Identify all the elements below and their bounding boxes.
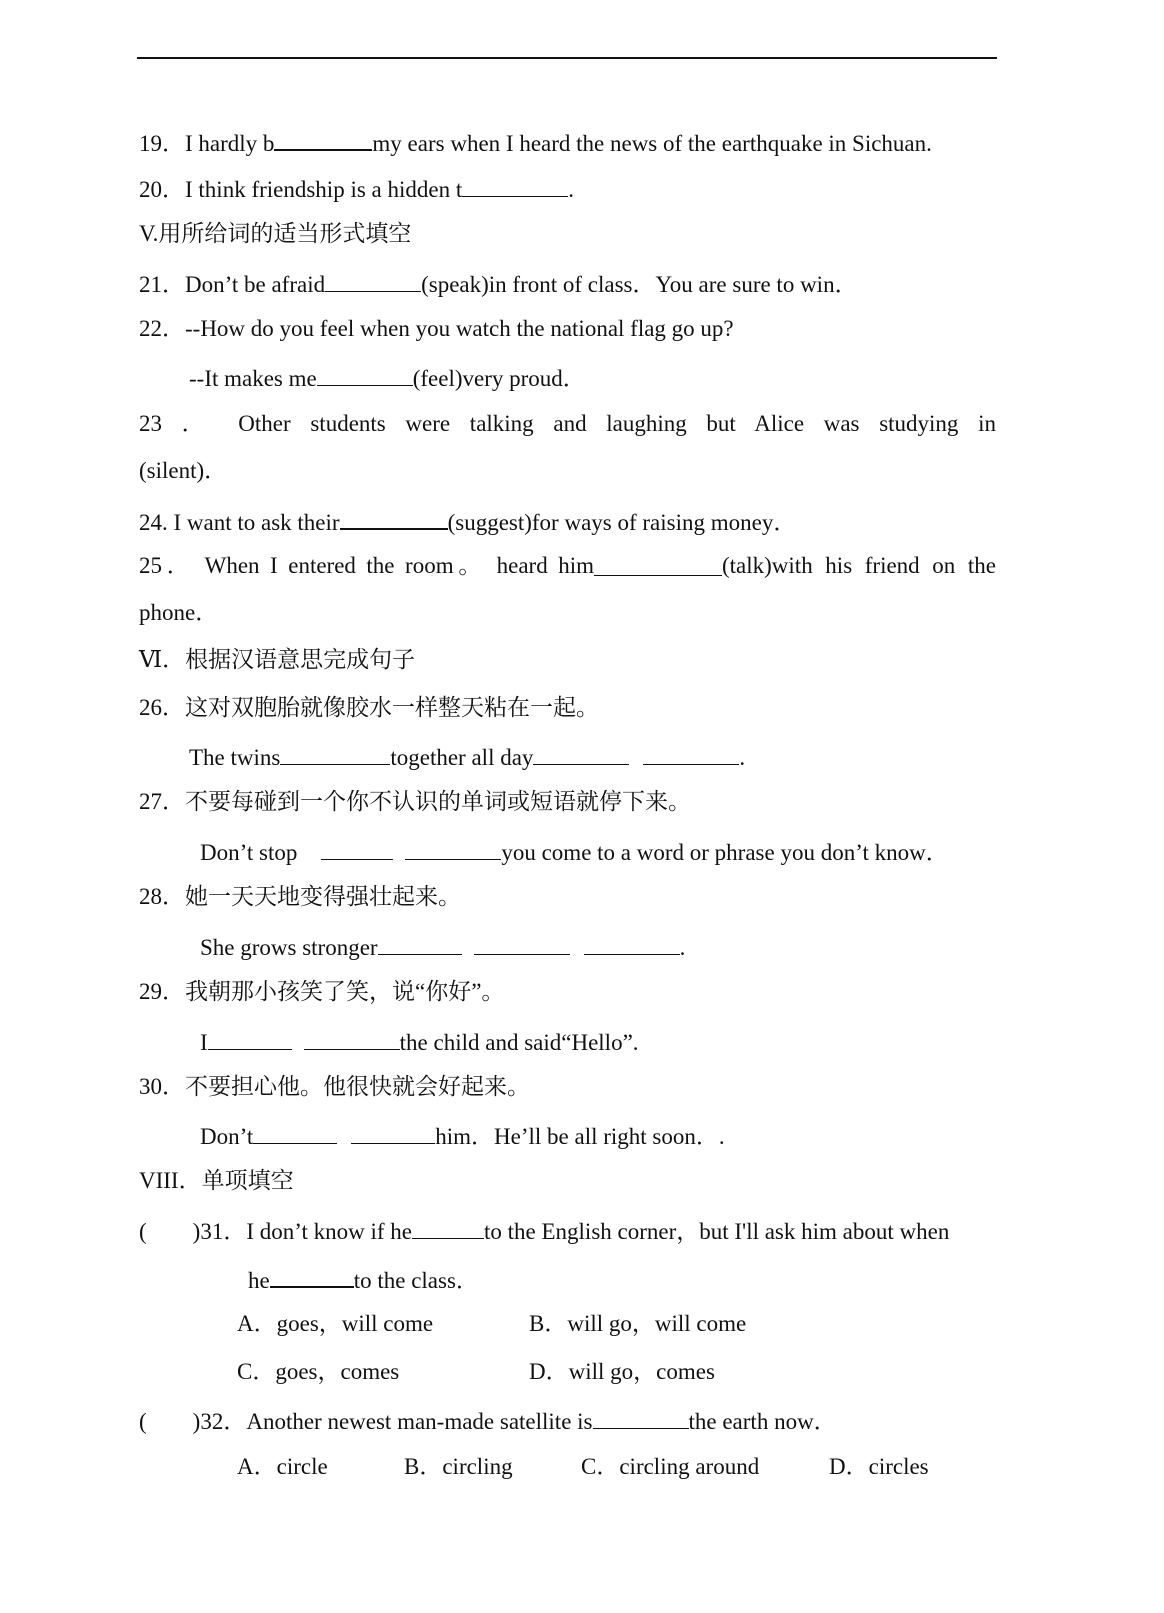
question-22: 22．--How do you feel when you watch the national flag go up?	[139, 316, 734, 341]
question-30: 30．不要担心他。他很快就会好起来。	[139, 1074, 530, 1099]
blank[interactable]	[474, 930, 570, 955]
question-30-answer: Don’t him．He’ll be all right soon．.	[200, 1119, 996, 1152]
section-heading-v: V.用所给词的适当形式填空	[139, 221, 412, 246]
question-26: 26．这对双胞胎就像胶水一样整天粘在一起。	[139, 695, 599, 720]
blank[interactable]	[462, 172, 568, 197]
blank[interactable]	[405, 835, 501, 860]
blank[interactable]	[317, 361, 413, 386]
section-heading-vi: Ⅵ．根据汉语意思完成句子	[139, 647, 416, 672]
blank[interactable]	[325, 267, 421, 292]
question-27: 27．不要每碰到一个你不认识的单词或短语就停下来。	[139, 789, 691, 814]
option-b[interactable]: B．circling	[404, 1454, 513, 1479]
blank[interactable]	[594, 551, 722, 576]
section-heading-viii: VIII．单项填空	[139, 1168, 294, 1193]
question-23: 23 ． Other students were talking and laughing but Alice was studying in	[139, 411, 996, 436]
question-29-answer: I the child and said“Hello”.	[200, 1025, 996, 1058]
question-27-answer: Don’t stop you come to a word or phrase you don’t know．	[200, 835, 996, 868]
question-29: 29．我朝那小孩笑了笑，说“你好”。	[139, 979, 505, 1004]
option-d[interactable]: D．circles	[829, 1454, 929, 1479]
header-rule	[137, 57, 997, 59]
option-d[interactable]: D．will go，comes	[529, 1359, 715, 1384]
question-22-answer: --It makes me (feel)very proud．	[189, 361, 996, 394]
option-c[interactable]: C．goes，comes	[237, 1359, 400, 1384]
question-26-answer: The twins together all day .	[189, 740, 996, 773]
question-28-answer: She grows stronger .	[200, 930, 996, 963]
blank[interactable]	[321, 835, 393, 860]
blank[interactable]	[351, 1119, 435, 1144]
question-21: 21．Don’t be afraid (speak)in front of class．You are sure to win．	[139, 267, 996, 300]
question-28: 28．她一天天地变得强壮起来。	[139, 884, 461, 909]
blank[interactable]	[280, 740, 390, 765]
option-c[interactable]: C．circling around	[581, 1454, 760, 1479]
question-31: ( )31．I don’t know if he to the English corner，but I'll ask him about when	[139, 1214, 996, 1247]
blank[interactable]	[340, 504, 448, 530]
blank[interactable]	[584, 930, 680, 955]
blank[interactable]	[533, 740, 629, 765]
option-b[interactable]: B．will go，will come	[529, 1311, 747, 1336]
blank[interactable]	[208, 1025, 292, 1050]
blank[interactable]	[274, 125, 372, 151]
blank[interactable]	[412, 1214, 484, 1239]
question-31-cont: he to the class．	[248, 1262, 996, 1296]
blank[interactable]	[643, 740, 739, 765]
question-25: 25． When I entered the room。 heard him (talk)with his friend on the	[139, 553, 996, 578]
option-a[interactable]: A．circle	[237, 1454, 328, 1479]
question-24: 24. I want to ask their (suggest)for ways of raising money．	[139, 504, 996, 538]
blank[interactable]	[593, 1404, 689, 1429]
question-25-cont: phone．	[139, 600, 219, 625]
question-23-cont: (silent)．	[139, 458, 228, 483]
blank[interactable]	[378, 930, 462, 955]
question-32: ( )32．Another newest man-made satellite is the earth now．	[139, 1404, 996, 1437]
blank[interactable]	[304, 1025, 400, 1050]
blank[interactable]	[270, 1262, 354, 1288]
question-19: 19．I hardly b my ears when I heard the news of the earthquake in Sichuan.	[139, 125, 996, 159]
question-20: 20．I think friendship is a hidden t .	[139, 172, 996, 205]
blank[interactable]	[253, 1119, 337, 1144]
option-a[interactable]: A．goes，will come	[237, 1311, 434, 1336]
